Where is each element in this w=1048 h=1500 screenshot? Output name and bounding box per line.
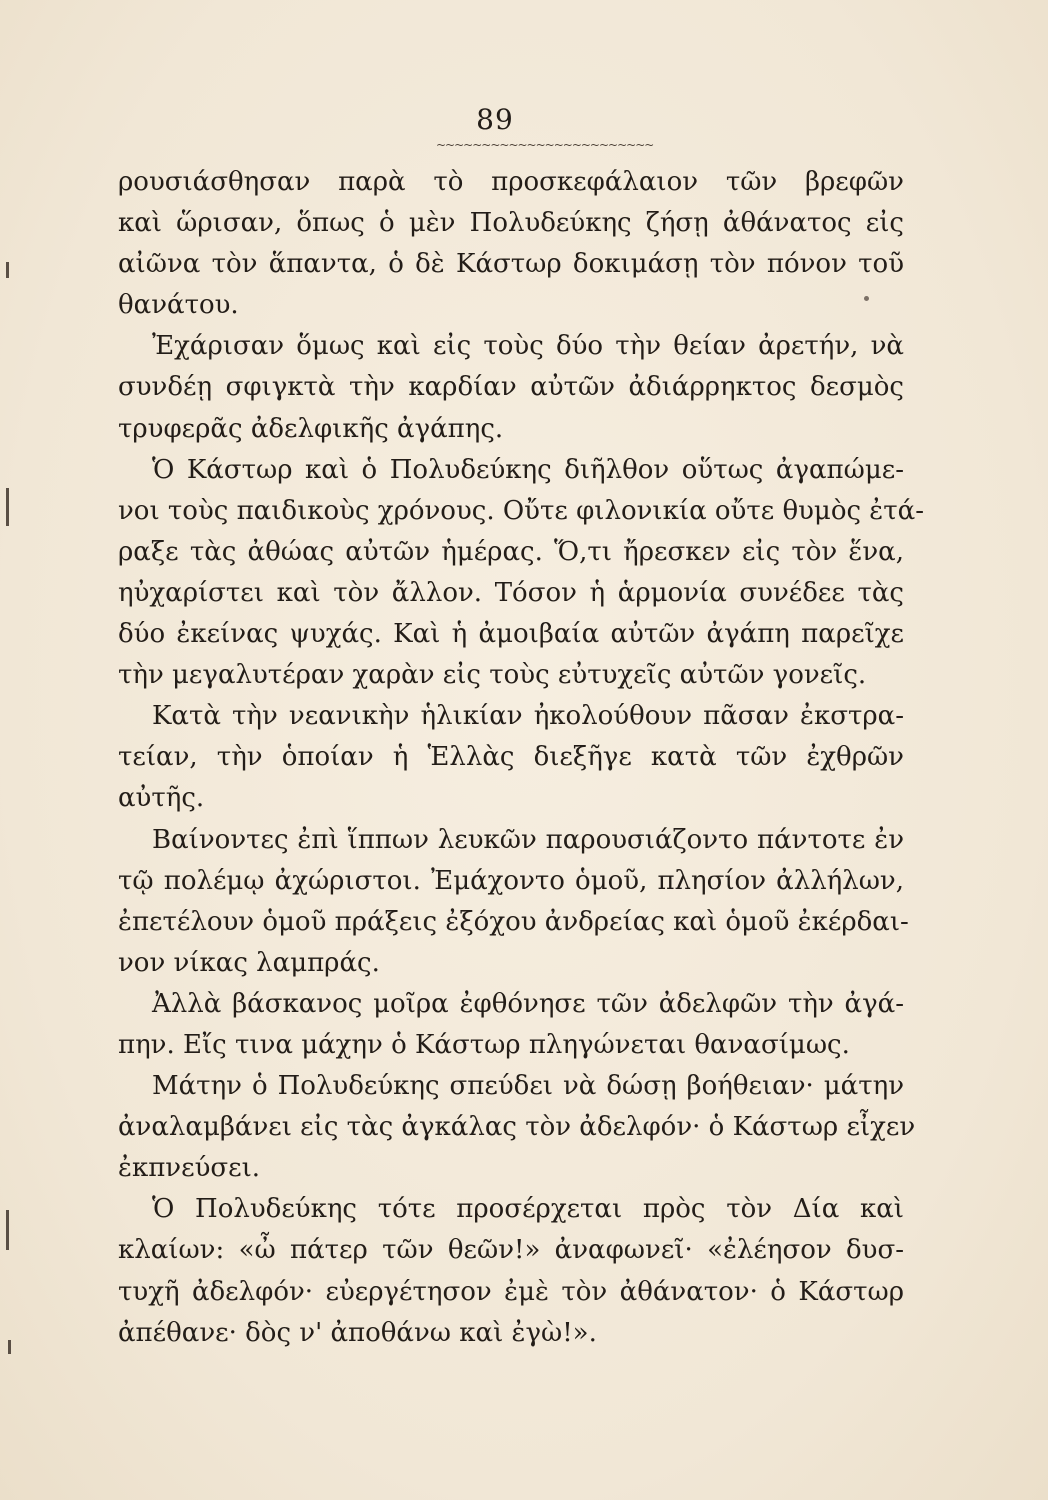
text-line: συνδέῃ σφιγκτὰ τὴν καρδίαν αὐτῶν ἀδιάρρηκτος δεσμὸς: [118, 372, 904, 403]
paragraph-start-line: Μάτην ὁ Πολυδεύκης σπεύδει νὰ δώσῃ βοήθειαν· μάτην: [152, 1071, 904, 1102]
margin-mark: [8, 1340, 11, 1354]
paragraph-start-line: Κατὰ τὴν νεανικὴν ἡλικίαν ἠκολούθουν πᾶσαν ἐκστρα-: [152, 701, 904, 732]
paragraph-start-line: Βαίνοντες ἐπὶ ἵππων λευκῶν παρουσιάζοντο πάντοτε ἐν: [152, 824, 904, 855]
text-line: πην. Εἴς τινα μάχην ὁ Κάστωρ πληγώνεται θανασίμως.: [118, 1029, 850, 1060]
text-line: ἀναλαμβάνει εἰς τὰς ἀγκάλας τὸν ἀδελφόν· ὁ Κάστωρ εἶχεν: [118, 1112, 916, 1143]
text-line: κλαίων: «ὦ πάτερ τῶν θεῶν!» ἀναφωνεῖ· «ἐλέησον δυσ-: [118, 1235, 904, 1266]
page-number-ornament: ~~~~~~~~~~~~~~~~~~~~~~~~: [436, 138, 654, 152]
text-line: ηὐχαρίστει καὶ τὸν ἄλλον. Τόσον ἡ ἁρμονία συνέδεε τὰς: [118, 577, 904, 608]
text-line: καὶ ὥρισαν, ὅπως ὁ μὲν Πολυδεύκης ζήσῃ ἀθάνατος εἰς: [118, 208, 904, 239]
text-line: αὐτῆς.: [118, 783, 205, 814]
text-line: δύο ἐκείνας ψυχάς. Καὶ ἡ ἀμοιβαία αὐτῶν ἀγάπη παρεῖχε: [118, 619, 904, 650]
text-line: ἐκπνεύσει.: [118, 1153, 261, 1184]
text-line: ἀπέθανε· δὸς ν' ἀποθάνω καὶ ἐγὼ!».: [118, 1317, 597, 1348]
text-line: τυχῆ ἀδελφόν· εὐεργέτησον ἐμὲ τὸν ἀθάνατον· ὁ Κάστωρ: [118, 1276, 904, 1307]
page-number: 89: [476, 103, 514, 136]
text-line: ραξε τὰς ἀθώας αὐτῶν ἡμέρας. Ὅ,τι ἤρεσκεν εἰς τὸν ἕνα,: [118, 536, 904, 567]
text-line: αἰῶνα τὸν ἅπαντα, ὁ δὲ Κάστωρ δοκιμάσῃ τὸν πόνον τοῦ: [118, 249, 904, 280]
text-line: ἐπετέλουν ὁμοῦ πράξεις ἐξόχου ἀνδρείας καὶ ὁμοῦ ἐκέρδαι-: [118, 906, 909, 937]
speck: [864, 296, 869, 301]
paragraph-start-line: Ὁ Πολυδεύκης τότε προσέρχεται πρὸς τὸν Δία καὶ: [152, 1194, 904, 1225]
margin-mark: [6, 1210, 9, 1250]
paragraph-start-line: Ὁ Κάστωρ καὶ ὁ Πολυδεύκης διῆλθον οὕτως ἀγαπώμε-: [152, 454, 904, 485]
text-line: νοι τοὺς παιδικοὺς χρόνους. Οὔτε φιλονικία οὔτε θυμὸς ἐτά-: [118, 495, 924, 526]
text-line: τὴν μεγαλυτέραν χαρὰν εἰς τοὺς εὐτυχεῖς αὐτῶν γονεῖς.: [118, 660, 867, 691]
text-line: τείαν, τὴν ὁποίαν ἡ Ἑλλὰς διεξῆγε κατὰ τῶν ἐχθρῶν: [118, 742, 904, 773]
body-text: [118, 162, 924, 1354]
text-line: νον νίκας λαμπράς.: [118, 947, 380, 978]
text-line: ρουσιάσθησαν παρὰ τὸ προσκεφάλαιον τῶν βρεφῶν: [118, 167, 904, 197]
margin-mark: [6, 262, 9, 278]
text-line: θανάτου.: [118, 290, 239, 321]
text-line: τῷ πολέμῳ ἀχώριστοι. Ἐμάχοντο ὁμοῦ, πλησίον ἀλλήλων,: [118, 865, 904, 896]
paragraph-start-line: Ἐχάρισαν ὅμως καὶ εἰς τοὺς δύο τὴν θείαν ἀρετήν, νὰ: [152, 331, 904, 362]
text-line: τρυφερᾶς ἀδελφικῆς ἀγάπης.: [118, 413, 504, 444]
paragraph-start-line: Ἀλλὰ βάσκανος μοῖρα ἐφθόνησε τῶν ἀδελφῶν τὴν ἀγά-: [152, 988, 904, 1019]
margin-mark: [6, 488, 9, 526]
